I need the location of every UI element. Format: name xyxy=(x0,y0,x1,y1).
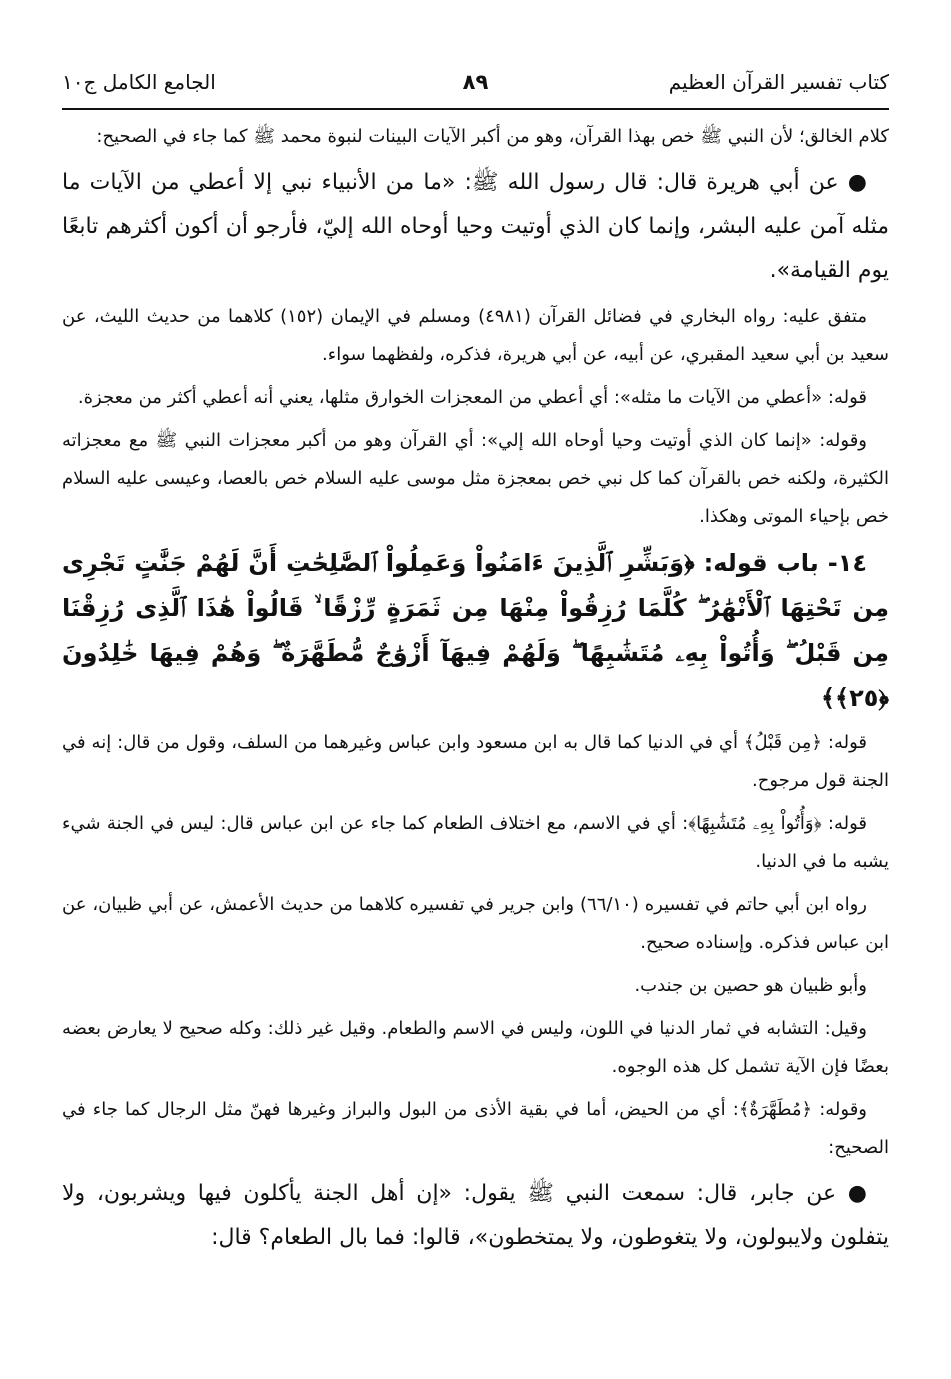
commentary-paragraph: قوله: ﴿مِن قَبْلُ﴾ أي في الدنيا كما قال به ابن مسعود وابن عباس وغيرهما من السلف، وقول من قال: إنه في الجنة قول مرجوح. xyxy=(62,732,889,791)
commentary-paragraph: وقيل: التشابه في ثمار الدنيا في اللون، وليس في الاسم والطعام. وقيل غير ذلك: وكله صحيح لا يعارض بعضه بعضًا فإن الآية تشمل كل هذه الوجوه. xyxy=(62,1018,889,1077)
page-header xyxy=(62,68,889,110)
book-title: كتاب تفسير القرآن العظيم xyxy=(668,70,889,94)
narrator-note: وأبو ظبيان هو حصين بن جندب. xyxy=(634,975,867,996)
intro-paragraph: كلام الخالق؛ لأن النبي ﷺ خص بهذا القرآن، وهو من أكبر الآيات البينات لنبوة محمد ﷺ كما جاء في الصحيح: xyxy=(96,126,889,147)
page-number: ٨٩ xyxy=(462,70,489,94)
page-body xyxy=(62,118,889,1260)
commentary-paragraph: قوله: ﴿وَأُتُواْ بِهِۦ مُتَشَٰبِهًا﴾: أي في الاسم، مع اختلاف الطعام كما جاء عن ابن عباس قال: ليس في الجنة شيء يشبه ما في الدنيا. xyxy=(62,813,889,872)
hadith-abu-hurairah: ● عن أبي هريرة قال: قال رسول الله ﷺ: «ما من الأنبياء نبي إلا أعطي من الآيات ما مثله آمن عليه البشر، وإنما كان الذي أوتيت وحيا أوحاه الله إليّ، فأرجو أن أكون أكثرهم تابعًا يوم القيامة». xyxy=(62,170,889,283)
hadith-jabir: ● عن جابر، قال: سمعت النبي ﷺ يقول: «إن أهل الجنة يأكلون فيها ويشربون، ولا يتفلون ولايبولون، ولا يتغوطون، ولا يمتخطون»، قالوا: فما بال الطعام؟ قال: xyxy=(62,1181,889,1250)
chapter-heading: ١٤- باب قوله: ﴿وَبَشِّرِ ٱلَّذِينَ ءَامَنُواْ وَعَمِلُواْ ٱلصَّٰلِحَٰتِ أَنَّ لَهُمْ جَنَّٰتٍ تَجْرِى مِن تَحْتِهَا ٱلْأَنْهَٰرُ ۖ كُلَّمَا رُزِقُواْ مِنْهَا مِن ثَمَرَةٍ رِّزْقًا ۙ قَالُواْ هَٰذَا ٱلَّذِى رُزِقْنَا مِن قَبْلُ ۖ وَأُتُواْ بِهِۦ مُتَشَٰبِهًا ۖ وَلَهُمْ فِيهَآ أَزْوَٰجٌ مُّطَهَّرَةٌ ۖ وَهُمْ فِيهَا خَٰلِدُونَ ﴿٢٥﴾﴾ xyxy=(62,549,889,712)
commentary-paragraph: قوله: «أعطي من الآيات ما مثله»: أي أعطي من المعجزات الخوارق مثلها، يعني أنه أعطي أكثر من معجزة. xyxy=(77,387,867,408)
takhrij-paragraph: متفق عليه: رواه البخاري في فضائل القرآن (٤٩٨١) ومسلم في الإيمان (١٥٢) كلاهما من حديث الليث، عن سعيد بن أبي سعيد المقبري، عن أبيه، عن أبي هريرة، فذكره، ولفظهما سواء. xyxy=(62,306,889,365)
commentary-paragraph: وقوله: ﴿مُطَهَّرَةٌ﴾: أي من الحيض، أما في بقية الأذى من البول والبراز وغيرها فهنّ مثل الرجال كما جاء في الصحيح: xyxy=(62,1099,889,1158)
commentary-paragraph: وقوله: «إنما كان الذي أوتيت وحيا أوحاه الله إلي»: أي القرآن وهو من أكبر معجزات النبي ﷺ مع معجزاته الكثيرة، ولكنه خص بالقرآن كما كل نبي خص بمعجزة مثل موسى عليه السلام خص بالعصا، وعيسى عليه السلام خص بإحياء الموتى وهكذا. xyxy=(62,430,889,527)
volume-label: الجامع الكامل ج١٠ xyxy=(62,70,216,94)
takhrij-paragraph: رواه ابن أبي حاتم في تفسيره (٦٦/١٠) وابن جرير في تفسيره كلاهما من حديث الأعمش، عن أبي ظبيان، عن ابن عباس فذكره. وإسناده صحيح. xyxy=(62,894,889,953)
